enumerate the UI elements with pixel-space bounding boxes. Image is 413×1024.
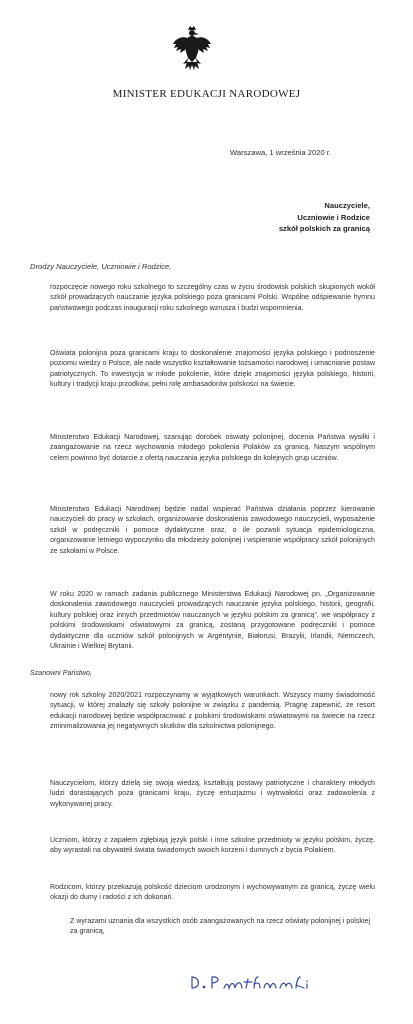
- closing-line: Z wyrazami uznania dla wszystkich osób zaangażowanych na rzecz oświaty polonijnej i polskiej za granicą,: [70, 917, 371, 936]
- recipient-line: Uczniowie i Rodzice: [297, 212, 370, 222]
- paragraph-4: Ministerstwo Edukacji Narodowej będzie nadal wspierać Państwa działania poprzez kierowanie nauczycieli do pracy w szkołach, organizowanie doskonalenia zawodowego nauczycieli, wyposażenie szkół w podręczniki i pomoce dydaktyczne oraz, o ile pozwoli sytuacja epidemiologiczna, organizowanie letniego wypoczynku dla młodzieży polonijnej i wspieranie współpracy szkół polonijnych ze szkołami w Polsce.: [50, 505, 375, 555]
- paragraph-6: nowy rok szkolny 2020/2021 rozpoczynamy w wyjątkowych warunkach. Wszyscy mamy świadomość sytuacji, w której znalazły się szkoły polonijne w związku z pandemią. Pragnę zapewnić, że resort edukacji narodowej będzie współpracować z polskimi środowiskami oświatowymi na świecie na rzecz zminimalizowania jej negatywnych skutków dla szkolnictwa polonijnego.: [50, 691, 375, 731]
- paragraph-3: Ministerstwo Edukacji Narodowej, szanując dorobek oświaty polonijnej, docenia Państwa wysiłki i zaangażowanie na rzecz wychowania młodego pokolenia Polaków za granicą. Naszym wspólnym celem powinno być dotarcie z ofertą nauczania języka polskiego do kolejnych grup uczniów.: [50, 433, 375, 462]
- paragraph-2: Oświata polonijna poza granicami kraju to doskonalenie znajomości języka polskiego i podnoszenie poziomu wiedzy o Polsce, ale nade wszystko kształtowanie tożsamości narodowej i umacnianie postaw patriotycznych. To inwestycja w młode pokolenie, które dzięki znajomości języka polskiego, historii, kultury i tradycji kraju przodków, pełni rolę ambasadorów polskości na świecie.: [50, 349, 375, 389]
- letter-date: Warszawa, 1 września 2020 r.: [230, 148, 332, 157]
- salutation: Drodzy Nauczyciele, Uczniowie i Rodzice,: [30, 262, 172, 271]
- recipient-line: szkół polskich za granicą: [278, 224, 370, 233]
- address-line: Szanowni Państwo,: [30, 669, 92, 677]
- recipient-line: Nauczyciele,: [324, 201, 370, 210]
- paragraph-9: Rodzicom, którzy przekazują polskość dzieciom urodzonym i wychowywanym za granicą, życzę wielu okazji do dumy i radości z ich dokonań.: [50, 883, 375, 902]
- paragraph-1: rozpoczęcie nowego roku szkolnego to szczególny czas w życiu środowisk polskich skupionych wokół szkół prowadzących nauczanie języka polskiego poza granicami Polski. Wspólne odśpiewanie hymnu państwowego podczas inauguracji roku szkolnego wzrusza i budzi wspomnienia.: [50, 283, 375, 312]
- paragraph-8: Uczniom, którzy z zapałem zgłębiają język polski i inne szkolne przedmioty w języku polskim, życzę, aby wyrastali na obywateli świata świadomych swoich korzeni i dumnych z bycia Polakiem.: [50, 836, 375, 855]
- recipients-block: [190, 200, 370, 235]
- paragraph-5: W roku 2020 w ramach zadania publicznego Ministerstwa Edukacji Narodowej pn. „Organizowanie doskonalenia zawodowego nauczycieli prowadzących nauczanie języka polskiego, historii, geografii, kultury polskiej oraz innych przedmiotów nauczanych w języku polskim za granicą”, we współpracy z polskimi środowiskami oświatowymi za granicą, zostaną przygotowane podręczniki i pomoce dydaktyczne dla uczniów szkół polonijnych w Argentynie, Białorusi, Brazylii, Irlandii, Niemczech, Ukrainie i Wielkiej Brytanii.: [50, 590, 375, 651]
- polish-eagle-emblem-icon: [172, 24, 212, 72]
- handwritten-signature: [186, 973, 326, 993]
- ministry-title: MINISTER EDUKACJI NARODOWEJ: [112, 88, 301, 100]
- paragraph-7: Nauczycielom, którzy dzielą się swoją wiedzą, kształtują postawy patriotyczne i charaktery młodych ludzi dorastających poza granicami kraju, życzę entuzjazmu i wytrwałości oraz zadowolenia z wykonywanej pracy.: [50, 779, 375, 808]
